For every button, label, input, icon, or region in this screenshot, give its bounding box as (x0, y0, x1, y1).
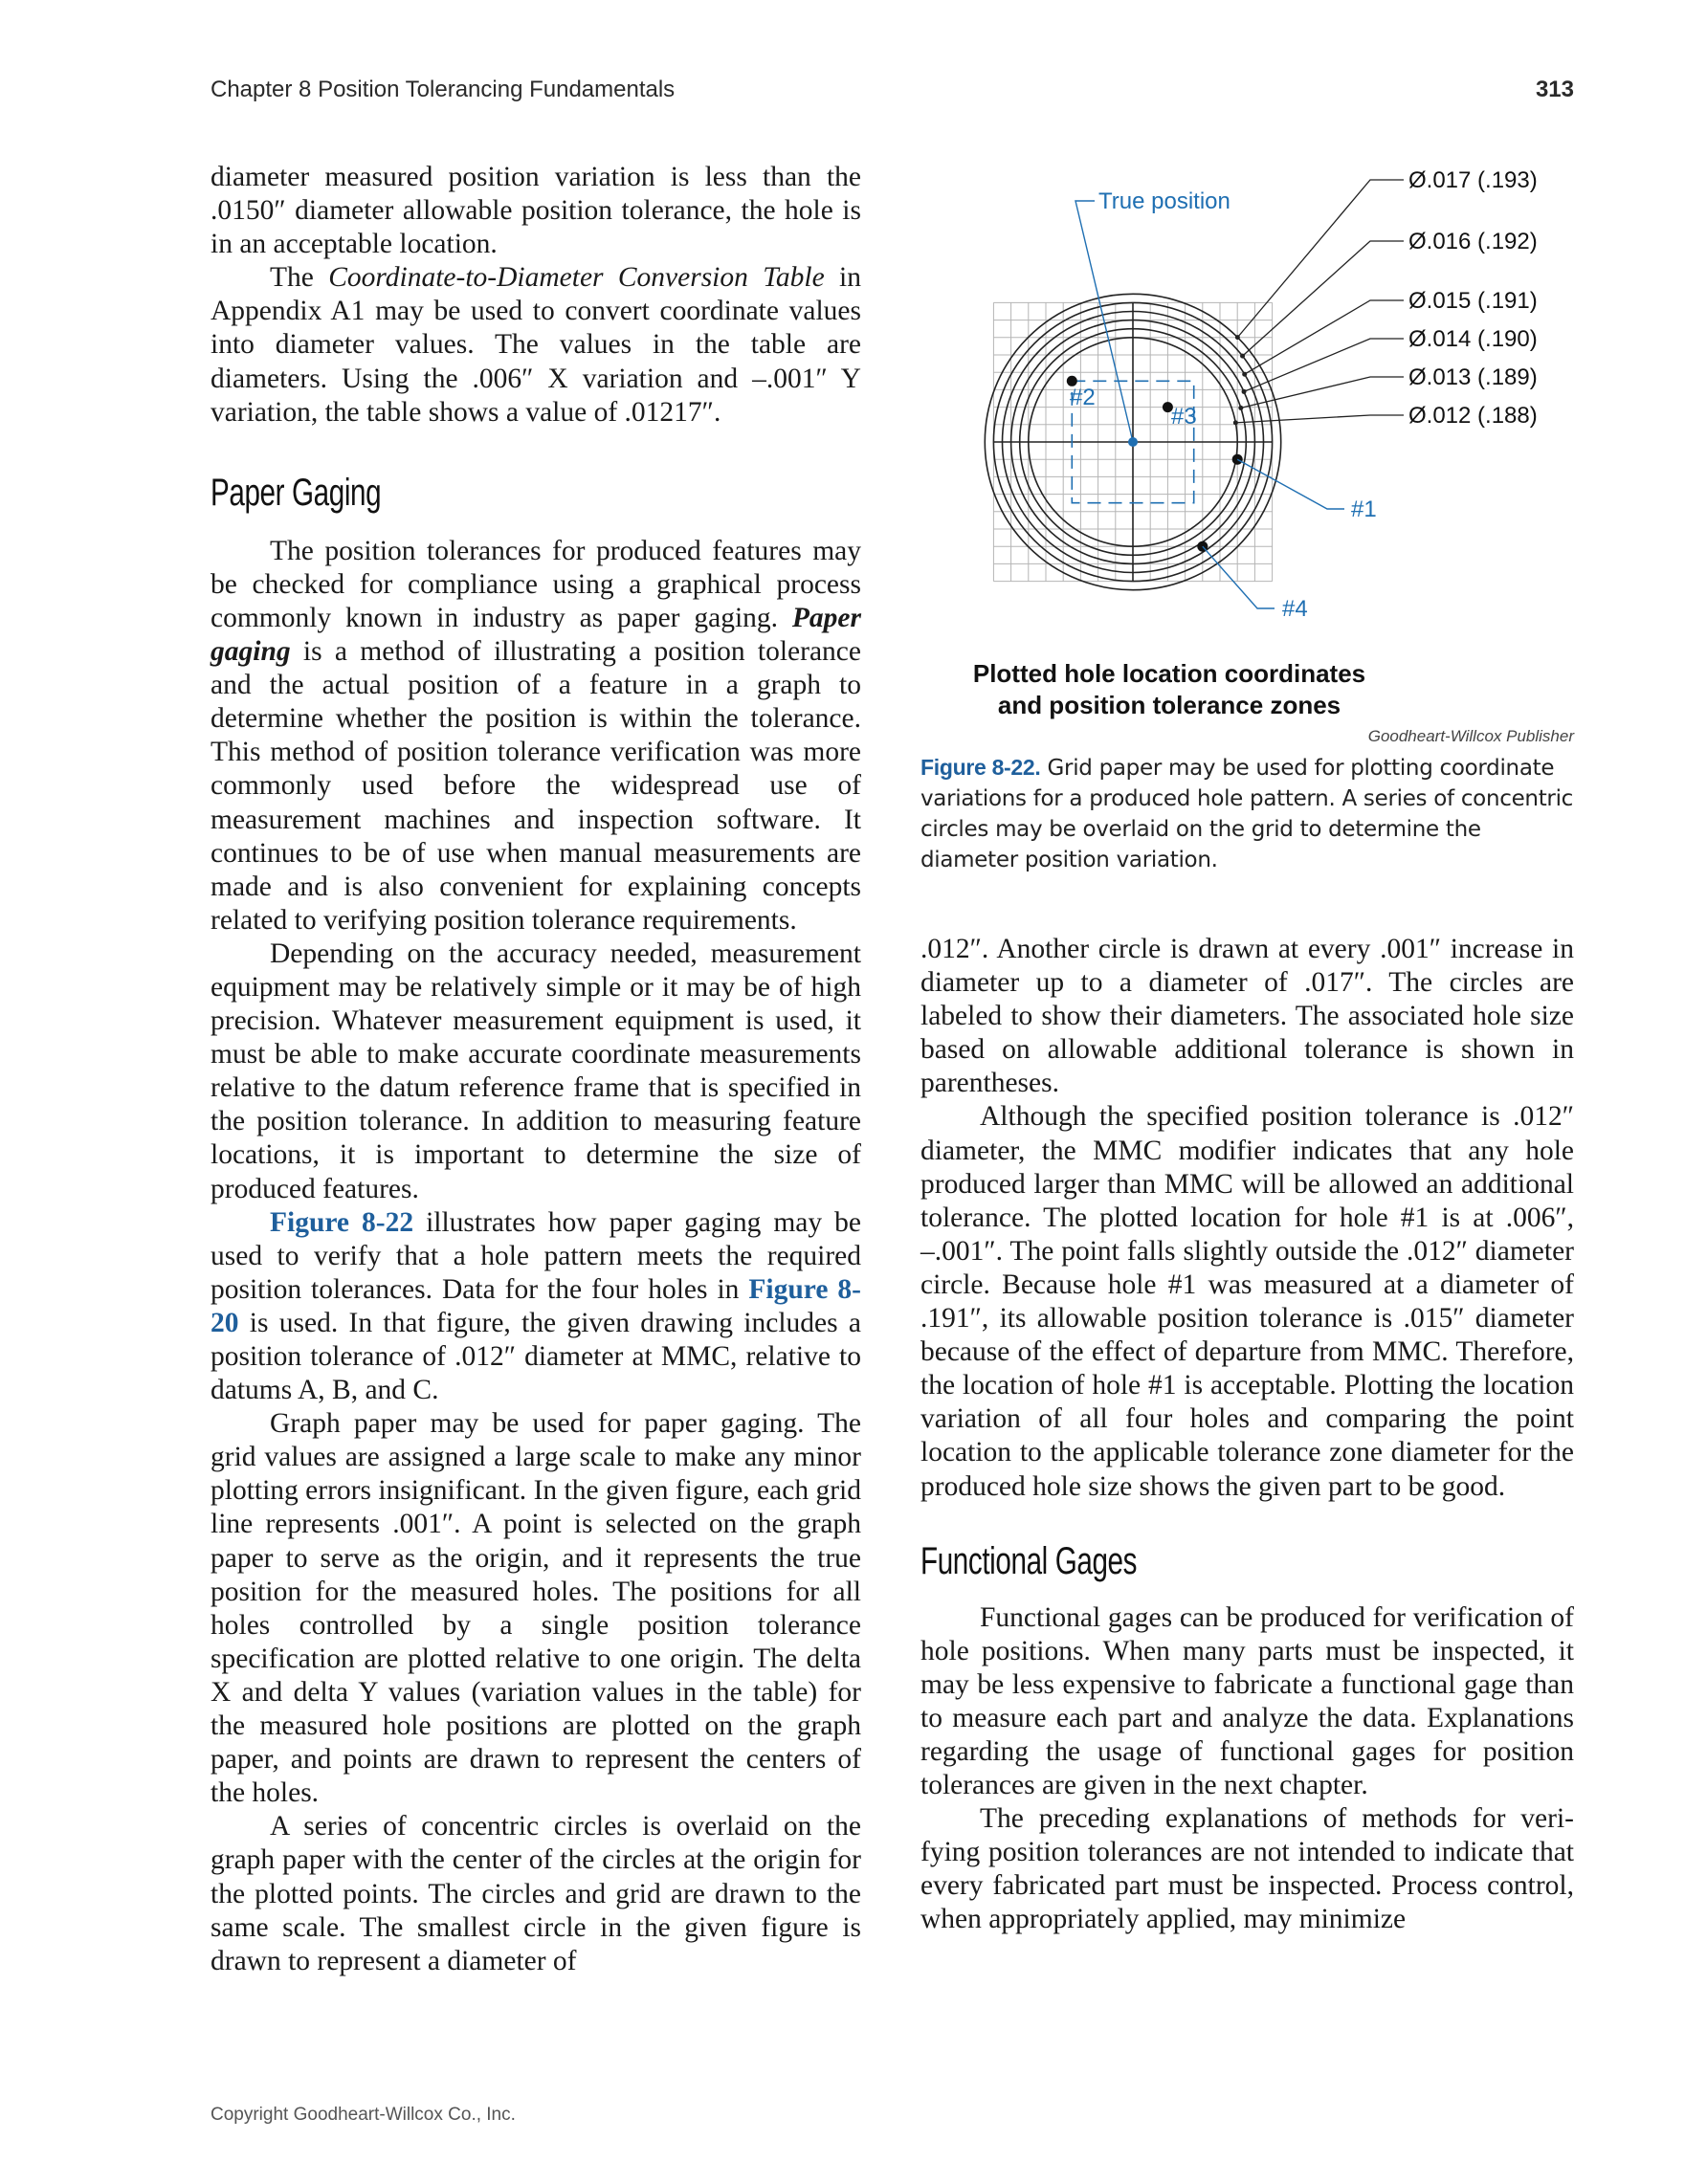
text-run: illustrates how paper gaging may be used to verify that a hole pattern meets the required position tolerances. Data for the four holes in (211, 1206, 861, 1305)
circle-label-leader (1241, 377, 1404, 408)
paragraph: Graph paper may be used for paper gaging. The grid values are assigned a large scale to make any minor plotting errors insignificant. In the given figure, each grid line represents .001″. A point is selected on the graph paper to serve as the origin, and it represents the true position for the measured holes. The positions for all holes controlled by a single position tolerance specification are plotted relative to one origin. The delta X and delta Y values (variation values in the table) for the measured hole positions are plotted on the graph paper, and points are drawn to represent the centers of the holes. (211, 1408, 861, 1809)
hole-label-3: #3 (1171, 404, 1197, 430)
left-column (211, 161, 861, 1978)
paragraph (211, 261, 861, 429)
figure-title-line: Plotted hole location coordinates (972, 659, 1366, 688)
section-heading-functional-gages: Functional Gages (920, 1539, 1138, 1582)
leader-arrow-tip (1238, 406, 1243, 410)
true-position-label: True position (1098, 188, 1230, 214)
paragraph (211, 535, 861, 938)
figure-8-22 (920, 153, 1574, 880)
paragraph: .012″. Another circle is drawn at every .001″ increase in diameter up to a diameter of .017″. The circles are labeled to show their diameters. The associated hole size based on allowable additional tolerance is shown in parentheses. (920, 934, 1574, 1099)
paragraph: A series of concentric circles is overlaid on the graph paper with the center of the circles at the origin for the plotted points. The circles and grid are drawn to the same scale. The smallest circle in the given figure is drawn to represent a diameter of (211, 1811, 861, 1976)
hole-label-leader (1237, 459, 1344, 509)
text-run: The position tolerances for produced features may be checked for compliance using a graphical process commonly known in industry as paper gaging. (211, 535, 861, 633)
table-title: Coordinate-to-Diameter Conversion Table (328, 262, 825, 294)
text-run: in Appendix A1 may be used to convert coordinate values into diameter values. The values in the table are diameters. Using the .006″ X variation and –.001″ Y variation, the table shows a value of .01217″. (211, 262, 861, 428)
figure-title-line: and position tolerance zones (997, 691, 1341, 719)
hole-label-2: #2 (1070, 385, 1096, 410)
circle-label-016: Ø.016 (.192) (1408, 229, 1538, 254)
circle-label-015: Ø.015 (.191) (1408, 288, 1538, 314)
figure-number: Figure 8-22. (920, 755, 1041, 780)
figure-credit: Goodheart-Willcox Publisher (1367, 727, 1574, 745)
leader-arrow-tip (1235, 335, 1240, 340)
paragraph: Although the specified position tolerance is .012″ diameter, the MMC modifier indicates that any hole produced larger than MMC will be allowed an additional tolerance. The plotted location for hole #1 is at .006″, –.001″. The point falls slightly outside the .012″ diameter circle. Because hole #1 was measured at a diameter of .191″, its allowable position tolerance is .015″ diameter because of the effect of departure from MMC. Therefore, the location of hole #1 is acceptable. Plotting the location variation of all four holes and comparing the point location to the applicable tolerance zone diameter for the produced hole size shows the given part to be good. (920, 1101, 1574, 1502)
circle-label-leader (1237, 180, 1404, 338)
hole-label-4: #4 (1282, 596, 1308, 622)
paragraph: diameter measured position variation is less than the .0150″ diameter allowable position tolerance, the hole is in an acceptable location. (211, 162, 861, 260)
hole-point (1232, 454, 1243, 465)
text-run: is used. In that figure, the given drawing includes a position tolerance of .012″ diameter at MMC, relative to datums A, B, and C. (211, 1307, 861, 1406)
leader-arrow-tip (1233, 420, 1238, 425)
paragraph: Functional gages can be produced for verification of hole positions. When many parts must be inspected, it may be less expensive to fabricate a functional gage than to measure each part and analyze the data. Explanations regarding the usage of functional gages for position tolerances are given in the next chapter. (920, 1601, 1574, 1801)
paragraph: Depending on the accuracy needed, measurement equipment may be relatively simple or it may be of high precision. Whatever measurement equipment is used, it must be able to make accurate coordinate measurements relative to the datum reference frame that is specified in the position tolerance. In addition to measuring feature locations, it is important to determine the size of produced features. (211, 938, 861, 1204)
circle-label-012: Ø.012 (.188) (1408, 403, 1538, 429)
text-run: is a method of illustrating a position tolerance and the actual position of a feature in a graph to determine whether the position is within the tolerance. This method of position tolerance verification was more commonly used before the widespread use of measurement machines and inspection software. It continues to be of use when manual measurements are made and is also convenient for explaining concepts related to verifying position tolerance requirements. (211, 636, 861, 936)
paper-gage-diagram (920, 153, 1574, 651)
paragraph: The preceding explanations of methods for verifying position tolerances are not intended to indicate that every fabricated part must be inspected. Process control, when appropriately applied, may minimize (920, 1803, 1574, 1935)
hole-points (1067, 201, 1344, 608)
chapter-title: Chapter 8 Position Tolerancing Fundamentals (211, 77, 676, 102)
leader-arrow-tip (1240, 354, 1245, 359)
running-head (211, 77, 1574, 109)
circle-label-014: Ø.014 (.190) (1408, 326, 1538, 352)
leader-arrow-tip (1242, 389, 1247, 394)
circle-label-leader (1244, 339, 1404, 391)
hole-label-1: #1 (1351, 496, 1377, 522)
circle-label-013: Ø.013 (.189) (1408, 364, 1538, 390)
caption-text: Grid paper may be used for plotting coordinate variations for a produced hole pattern. A series of concentric circles may be overlaid on the grid to determine the diameter position variation. (920, 756, 1574, 872)
figure-link-8-22[interactable]: Figure 8-22 (270, 1206, 414, 1238)
section-heading-paper-gaging: Paper Gaging (211, 471, 382, 514)
figure-caption (920, 752, 1574, 875)
figure-title (920, 658, 1418, 721)
key-term: Paper gaging (211, 602, 861, 668)
paragraph (211, 1206, 861, 1408)
copyright-footer: Copyright Goodheart-Willcox Co., Inc. (211, 2105, 516, 2125)
page-number: 313 (1535, 77, 1574, 102)
figure-link-8-20[interactable]: Figure 8-20 (211, 1273, 861, 1338)
text-run: The (270, 262, 329, 294)
right-column (920, 933, 1574, 1937)
leader-arrow-tip (1242, 372, 1247, 377)
circle-label-017: Ø.017 (.193) (1408, 167, 1538, 193)
